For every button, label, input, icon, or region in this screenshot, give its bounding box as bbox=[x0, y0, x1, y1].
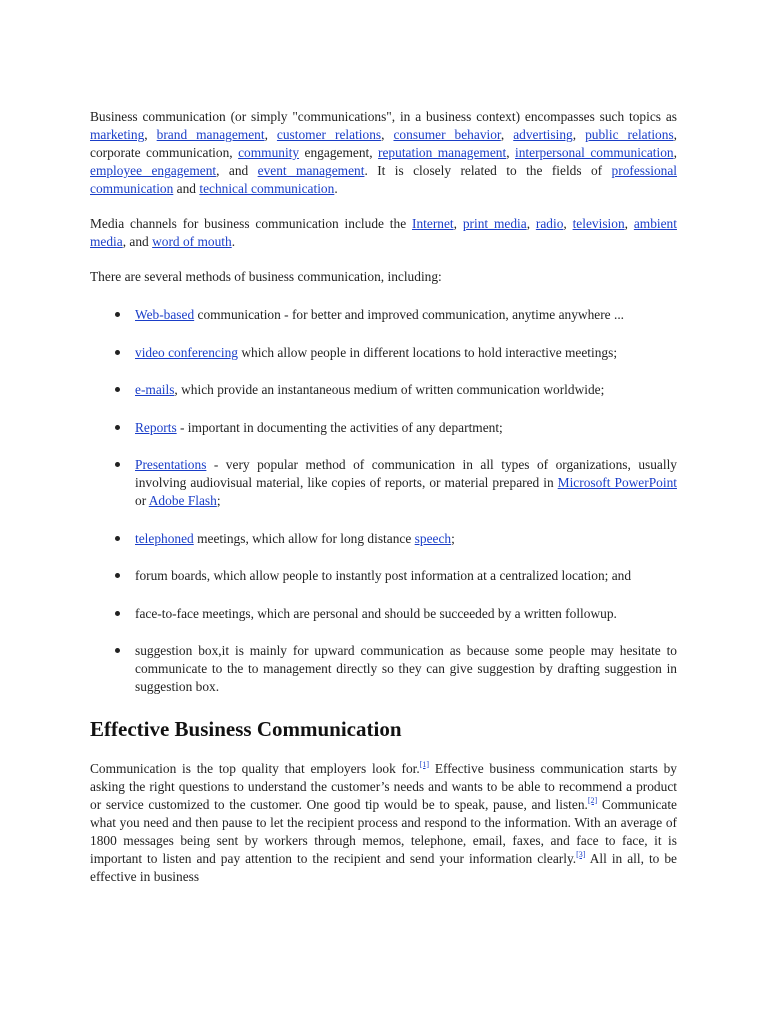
link-professional-communication[interactable]: professional communication bbox=[90, 163, 677, 196]
text: or bbox=[135, 493, 149, 508]
link-ambient-media[interactable]: ambient media bbox=[90, 216, 677, 249]
text: face-to-face meetings, which are personal and should be succeeded by a written followup. bbox=[135, 605, 617, 621]
article-body bbox=[90, 108, 677, 886]
text: forum boards, which allow people to instantly post information at a centralized location; and bbox=[135, 568, 632, 583]
text: Business communication (or simply "communications", in a business context) encompasses such topics as bbox=[90, 109, 677, 124]
text: meetings, which allow for long distance bbox=[193, 530, 415, 546]
link-interpersonal-communication[interactable]: interpersonal communication bbox=[514, 145, 674, 160]
text: , bbox=[500, 127, 514, 142]
text: , bbox=[381, 127, 394, 142]
text: - very popular method of communication in all types of organizations, usually involving audiovisual material, like copies of reports, or material prepared in bbox=[135, 457, 677, 490]
text: All in all, to be effective in business bbox=[90, 850, 678, 884]
text: , and bbox=[216, 163, 258, 178]
media-paragraph bbox=[90, 215, 677, 251]
text: suggestion box,it is mainly for upward communication as because some people may hesitate to communicate to the to management directly so they can give suggestion by drafting suggestion in suggestion box. bbox=[135, 643, 677, 694]
list-item bbox=[90, 642, 677, 696]
link-community[interactable]: community bbox=[238, 145, 300, 160]
text: , bbox=[624, 216, 634, 231]
link-adobe-flash[interactable]: Adobe Flash bbox=[148, 493, 217, 508]
link-web-based[interactable]: Web-based bbox=[135, 307, 195, 322]
link-brand-management[interactable]: brand management bbox=[156, 127, 265, 142]
text: , bbox=[144, 127, 157, 142]
text: , bbox=[526, 216, 536, 231]
text: . bbox=[231, 234, 236, 249]
text: , corporate communication, bbox=[90, 127, 678, 160]
link-consumer-behavior[interactable]: consumer behavior bbox=[393, 127, 501, 142]
text: ; bbox=[216, 493, 221, 508]
list-item bbox=[90, 605, 677, 623]
text: and bbox=[173, 181, 200, 196]
link-public-relations[interactable]: public relations bbox=[585, 127, 674, 142]
reference-link-2[interactable]: [2] bbox=[587, 795, 598, 805]
text: Effective business communication starts by asking the right questions to understand the customer’s needs and wants to be able to recommend a product or service customized to the customer. One good tip would be to speak, pause, and listen. bbox=[90, 760, 677, 812]
text: . It is closely related to the fields of bbox=[364, 163, 612, 178]
link-reports[interactable]: Reports bbox=[135, 419, 177, 435]
list-item bbox=[90, 306, 677, 324]
text: Communicate what you need and then pause to let the recipient process and respond to the information. With an average of 1800 messages being sent by workers through memos, telephone, email, faxes, and face to face, it is important to listen and pay attention to the recipient and send your information clearly. bbox=[90, 796, 678, 866]
intro-paragraph bbox=[90, 108, 677, 198]
text: Communication is the top quality that employers look for. bbox=[90, 760, 420, 776]
text: , which provide an instantaneous medium of written communication worldwide; bbox=[174, 382, 605, 397]
list-item bbox=[90, 419, 677, 437]
link-telephoned[interactable]: telephoned bbox=[135, 530, 194, 546]
link-television[interactable]: television bbox=[572, 216, 625, 231]
link-presentations[interactable]: Presentations bbox=[135, 457, 207, 472]
link-advertising[interactable]: advertising bbox=[513, 127, 573, 142]
text: , bbox=[673, 145, 677, 160]
text: , bbox=[506, 145, 515, 160]
text: , bbox=[264, 127, 277, 142]
reference-link-3[interactable]: [3] bbox=[576, 849, 586, 859]
link-customer-relations[interactable]: customer relations bbox=[276, 127, 382, 142]
section-heading: Effective Business Communication bbox=[90, 716, 402, 741]
link-word-of-mouth[interactable]: word of mouth bbox=[152, 234, 232, 249]
text: Media channels for business communication include the bbox=[90, 216, 412, 231]
methods-list bbox=[90, 306, 677, 696]
link-event-management[interactable]: event management bbox=[257, 163, 365, 178]
link-microsoft-powerpoint[interactable]: Microsoft PowerPoint bbox=[557, 475, 677, 490]
list-item bbox=[90, 381, 677, 399]
link-technical-communication[interactable]: technical communication bbox=[199, 181, 335, 196]
link-video-conferencing[interactable]: video conferencing bbox=[135, 344, 238, 360]
text: , and bbox=[122, 234, 153, 249]
methods-intro: There are several methods of business communication, including: bbox=[90, 269, 442, 284]
link-internet[interactable]: Internet bbox=[412, 216, 454, 231]
text: which allow people in different locations to hold interactive meetings; bbox=[238, 344, 618, 360]
text: , bbox=[572, 127, 586, 142]
text: , bbox=[563, 216, 573, 231]
link-print-media[interactable]: print media bbox=[462, 216, 527, 231]
text: - important in documenting the activities of any department; bbox=[176, 419, 503, 435]
link-reputation-management[interactable]: reputation management bbox=[378, 145, 507, 160]
link-radio[interactable]: radio bbox=[535, 216, 564, 231]
list-item bbox=[90, 344, 677, 362]
list-item bbox=[90, 530, 677, 548]
reference-link-1[interactable]: [1] bbox=[419, 759, 430, 769]
list-item bbox=[90, 456, 677, 510]
text: communication - for better and improved communication, anytime anywhere ... bbox=[194, 307, 625, 322]
link-marketing[interactable]: marketing bbox=[90, 127, 145, 142]
link-e-mails[interactable]: e-mails bbox=[135, 382, 175, 397]
section-paragraph bbox=[90, 760, 677, 886]
list-item bbox=[90, 567, 677, 585]
link-speech[interactable]: speech bbox=[414, 530, 452, 546]
link-employee-engagement[interactable]: employee engagement bbox=[90, 163, 217, 178]
text: . bbox=[334, 181, 338, 196]
text: engagement, bbox=[299, 145, 379, 160]
text: ; bbox=[451, 530, 455, 546]
text: , bbox=[453, 216, 463, 231]
